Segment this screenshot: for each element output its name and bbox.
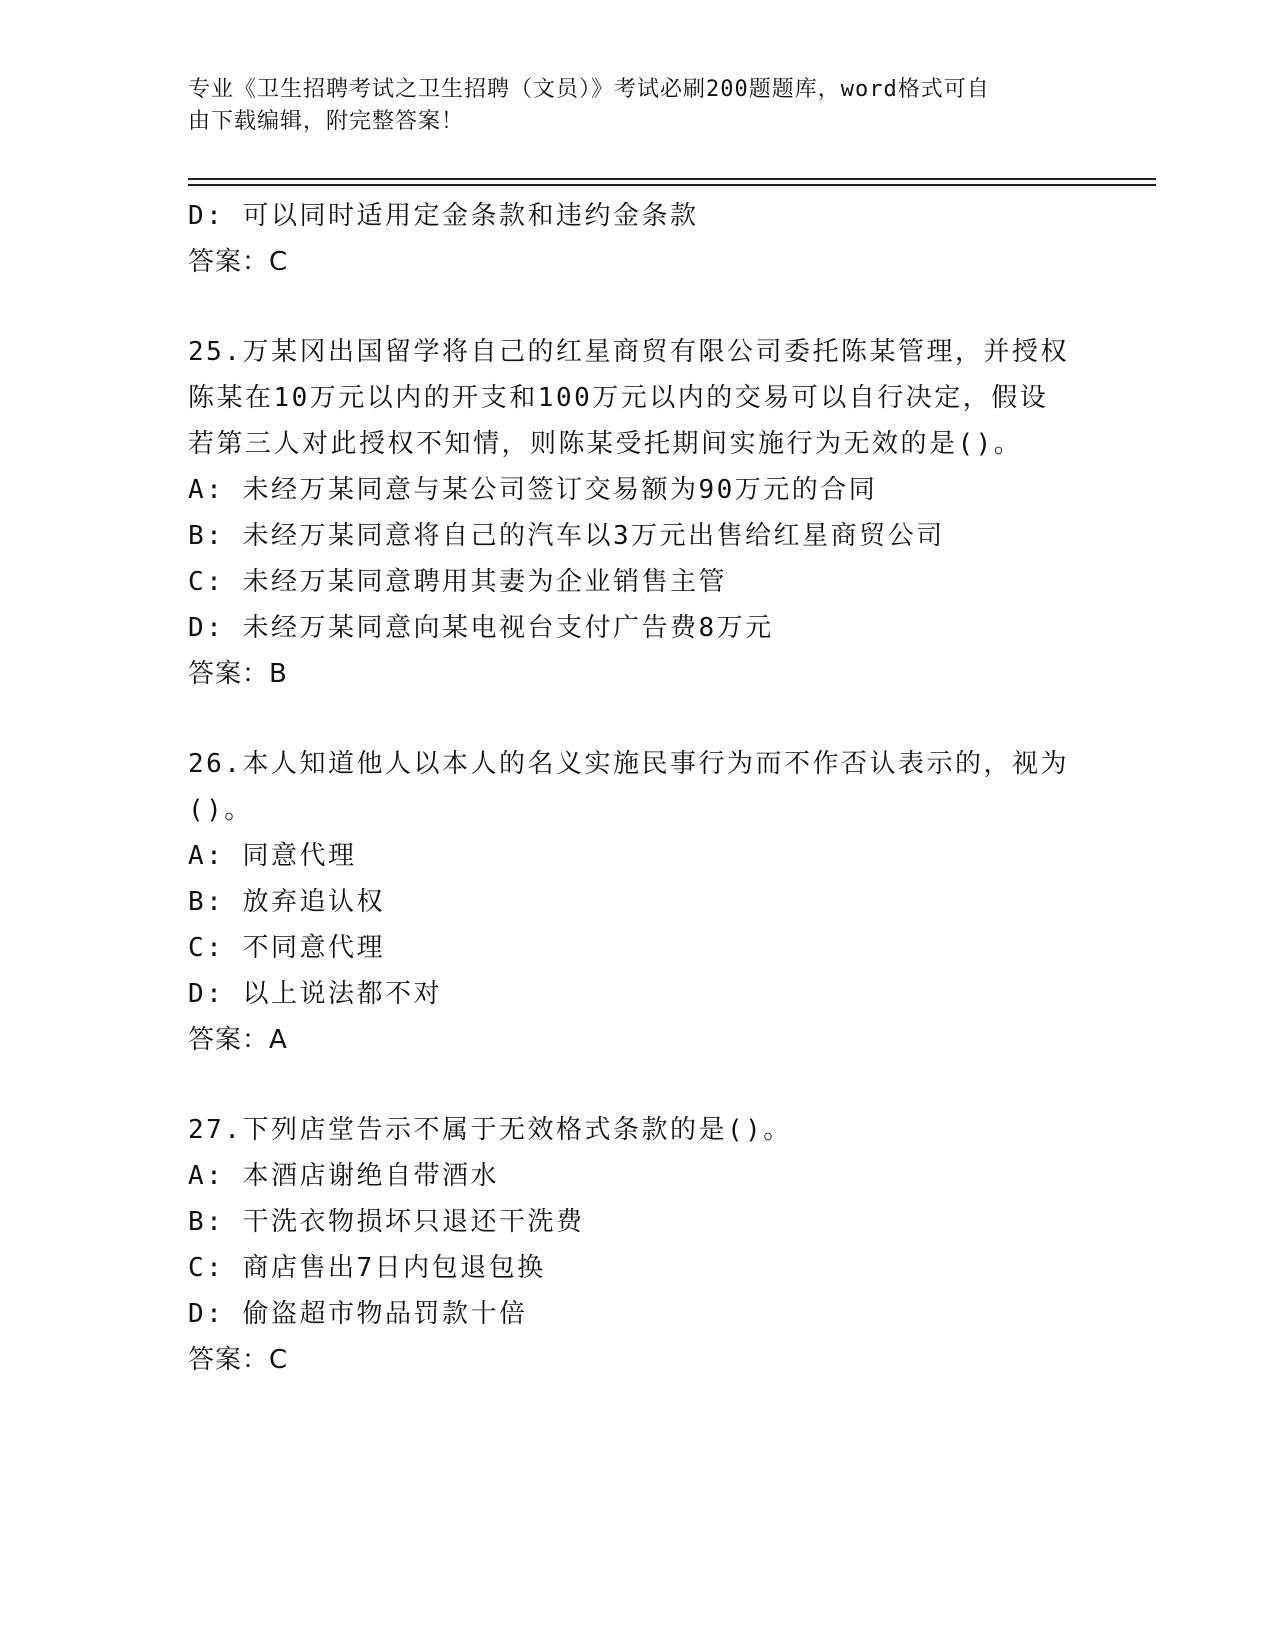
option-d: D: 偷盗超市物品罚款十倍: [188, 1299, 528, 1329]
option-c: C: 商店售出7日内包退包换: [188, 1253, 546, 1283]
question-25: [188, 329, 1148, 697]
question-stem-line: ()。: [188, 795, 253, 825]
option-b: B: 放弃追认权: [188, 887, 385, 917]
carryover-block: [188, 193, 1148, 285]
header-rule-top: [188, 178, 1156, 180]
header-rule-bottom: [188, 184, 1156, 186]
question-stem-line: 26.本人知道他人以本人的名义实施民事行为而不作否认表示的，视为: [188, 749, 1069, 779]
option-b: B: 未经万某同意将自己的汽车以3万元出售给红星商贸公司: [188, 521, 945, 551]
question-stem-line: 陈某在10万元以内的开支和100万元以内的交易可以自行决定，假设: [188, 383, 1049, 413]
question-stem-line: 27.下列店堂告示不属于无效格式条款的是()。: [188, 1115, 792, 1145]
document-body: [188, 193, 1148, 1383]
header-line-2: 由下载编辑，附完整答案！: [188, 109, 465, 134]
document-header: [188, 74, 1088, 138]
answer-line: 答案：C: [188, 1345, 289, 1375]
header-line-1: 专业《卫生招聘考试之卫生招聘（文员）》考试必刷200题题库，word格式可自: [188, 77, 990, 102]
option-c: C: 不同意代理: [188, 933, 385, 963]
answer-line: 答案：B: [188, 659, 288, 689]
option-a: A: 本酒店谢绝自带酒水: [188, 1161, 499, 1191]
question-stem-line: 若第三人对此授权不知情，则陈某受托期间实施行为无效的是()。: [188, 429, 1023, 459]
option-c: C: 未经万某同意聘用其妻为企业销售主管: [188, 567, 727, 597]
option-b: B: 干洗衣物损坏只退还干洗费: [188, 1207, 585, 1237]
question-stem-line: 25.万某冈出国留学将自己的红星商贸有限公司委托陈某管理，并授权: [188, 337, 1069, 367]
option-a: A: 同意代理: [188, 841, 357, 871]
option-a: A: 未经万某同意与某公司签订交易额为90万元的合同: [188, 475, 878, 505]
question-26: [188, 741, 1148, 1063]
option-d: D: 未经万某同意向某电视台支付广告费8万元: [188, 613, 774, 643]
option-d: D: 以上说法都不对: [188, 979, 442, 1009]
answer-line: 答案：C: [188, 247, 289, 277]
question-27: [188, 1107, 1148, 1383]
option-d: D: 可以同时适用定金条款和违约金条款: [188, 201, 699, 231]
answer-line: 答案：A: [188, 1025, 288, 1055]
